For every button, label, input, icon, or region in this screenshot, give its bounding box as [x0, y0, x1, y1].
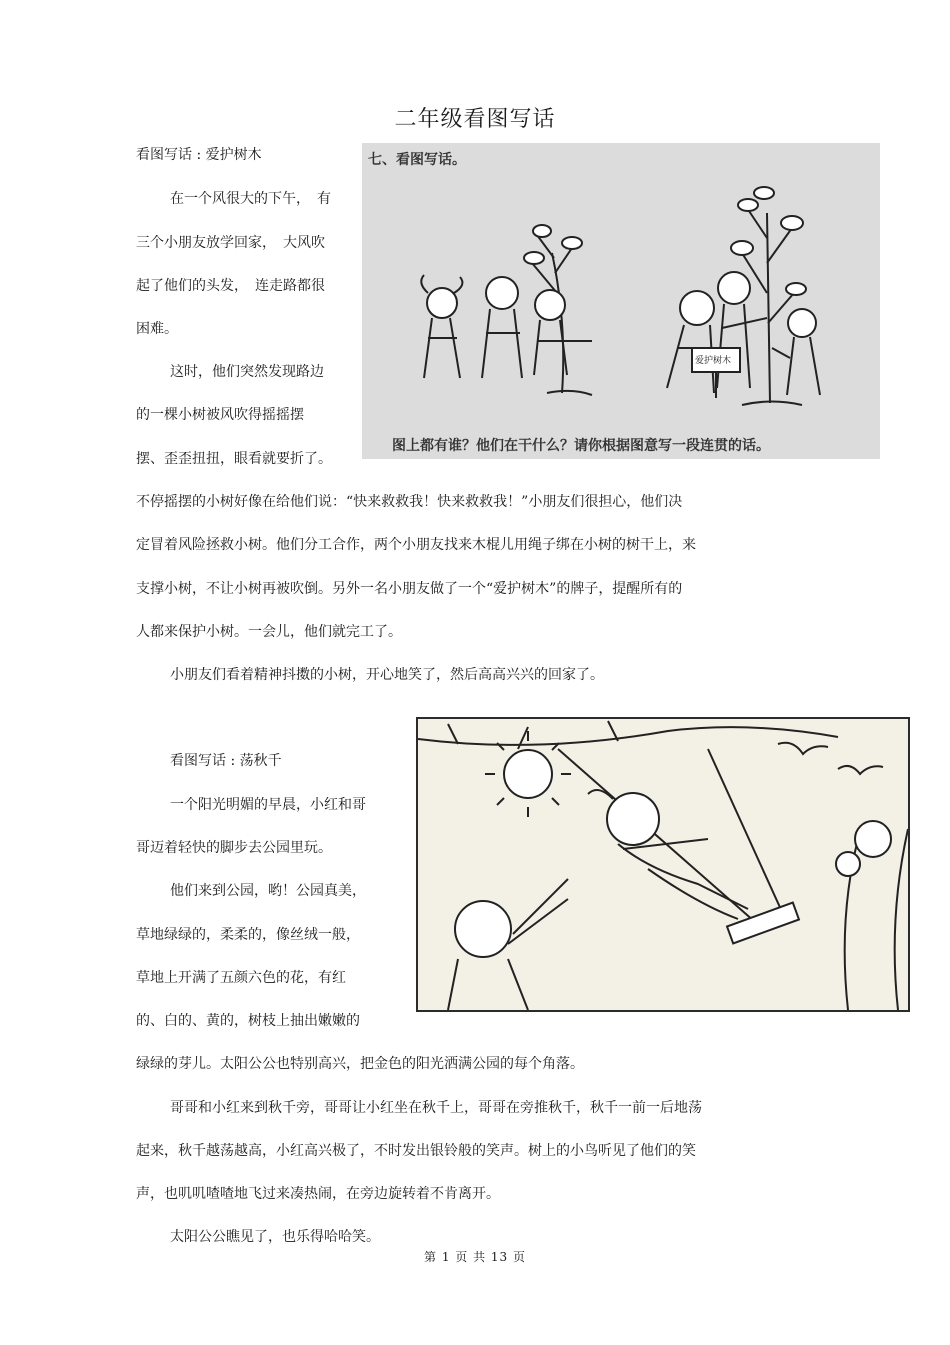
paragraph-line: 这时，他们突然发现路边	[170, 364, 324, 380]
story1-heading: 看图写话 : 爱护树木	[136, 147, 262, 163]
image-caption-bottom: 图上都有谁？他们在干什么？请你根据图意写一段连贯的话。	[392, 438, 770, 454]
illustration-protect-tree	[362, 143, 880, 459]
paragraph-line: 人都来保护小树。一会儿，他们就完工了。	[136, 624, 402, 640]
paragraph-line: 的一棵小树被风吹得摇摇摆	[136, 407, 304, 423]
page-footer: 第 1 页 共 13 页	[424, 1250, 526, 1264]
paragraph-line: 太阳公公瞧见了，也乐得哈哈笑。	[170, 1229, 380, 1245]
tree-scene-drawing	[362, 143, 880, 459]
paragraph-line: 一个阳光明媚的早晨，小红和哥	[170, 797, 366, 813]
sign-text: 爱护树木	[695, 356, 732, 366]
paragraph-line: 哥哥和小红来到秋千旁，哥哥让小红坐在秋千上，哥哥在旁推秋千，秋千一前一后地荡	[170, 1100, 702, 1116]
paragraph-line: 困难。	[136, 321, 178, 337]
illustration-swing	[416, 717, 910, 1012]
image-caption-top: 七、看图写话。	[368, 152, 466, 168]
paragraph-line: 哥迈着轻快的脚步去公园里玩。	[136, 840, 332, 856]
paragraph-line: 绿绿的芽儿。太阳公公也特别高兴，把金色的阳光洒满公园的每个角落。	[136, 1056, 584, 1072]
paragraph-line: 在一个风很大的下午， 有	[170, 191, 331, 207]
paragraph-line: 起来，秋千越荡越高，小红高兴极了，不时发出银铃般的笑声。树上的小鸟听见了他们的笑	[136, 1143, 696, 1159]
swing-scene-drawing	[418, 719, 908, 1010]
page-title: 二年级看图写话	[394, 107, 556, 132]
paragraph-line: 的、白的、黄的，树枝上抽出嫩嫩的	[136, 1013, 360, 1029]
paragraph-line: 不停摇摆的小树好像在给他们说：“快来救救我！快来救救我！”小朋友们很担心，他们决	[136, 494, 683, 510]
paragraph-line: 小朋友们看着精神抖擞的小树，开心地笑了，然后高高兴兴的回家了。	[170, 667, 604, 683]
paragraph-line: 三个小朋友放学回家， 大风吹	[136, 235, 325, 251]
paragraph-line: 摆、歪歪扭扭，眼看就要折了。	[136, 451, 332, 467]
paragraph-line: 定冒着风险拯救小树。他们分工合作，两个小朋友找来木棍儿用绳子绑在小树的树干上，来	[136, 537, 696, 553]
paragraph-line: 支撑小树，不让小树再被吹倒。另外一名小朋友做了一个“爱护树木”的牌子，提醒所有的	[136, 581, 683, 597]
paragraph-line: 草地上开满了五颜六色的花，有红	[136, 970, 346, 986]
paragraph-line: 他们来到公园，哟！公园真美，	[170, 883, 366, 899]
story2-heading: 看图写话 : 荡秋千	[170, 753, 282, 769]
paragraph-line: 声，也叽叽喳喳地飞过来凑热闹，在旁边旋转着不肯离开。	[136, 1186, 500, 1202]
paragraph-line: 草地绿绿的，柔柔的，像丝绒一般，	[136, 927, 360, 943]
paragraph-line: 起了他们的头发， 连走路都很	[136, 278, 325, 294]
